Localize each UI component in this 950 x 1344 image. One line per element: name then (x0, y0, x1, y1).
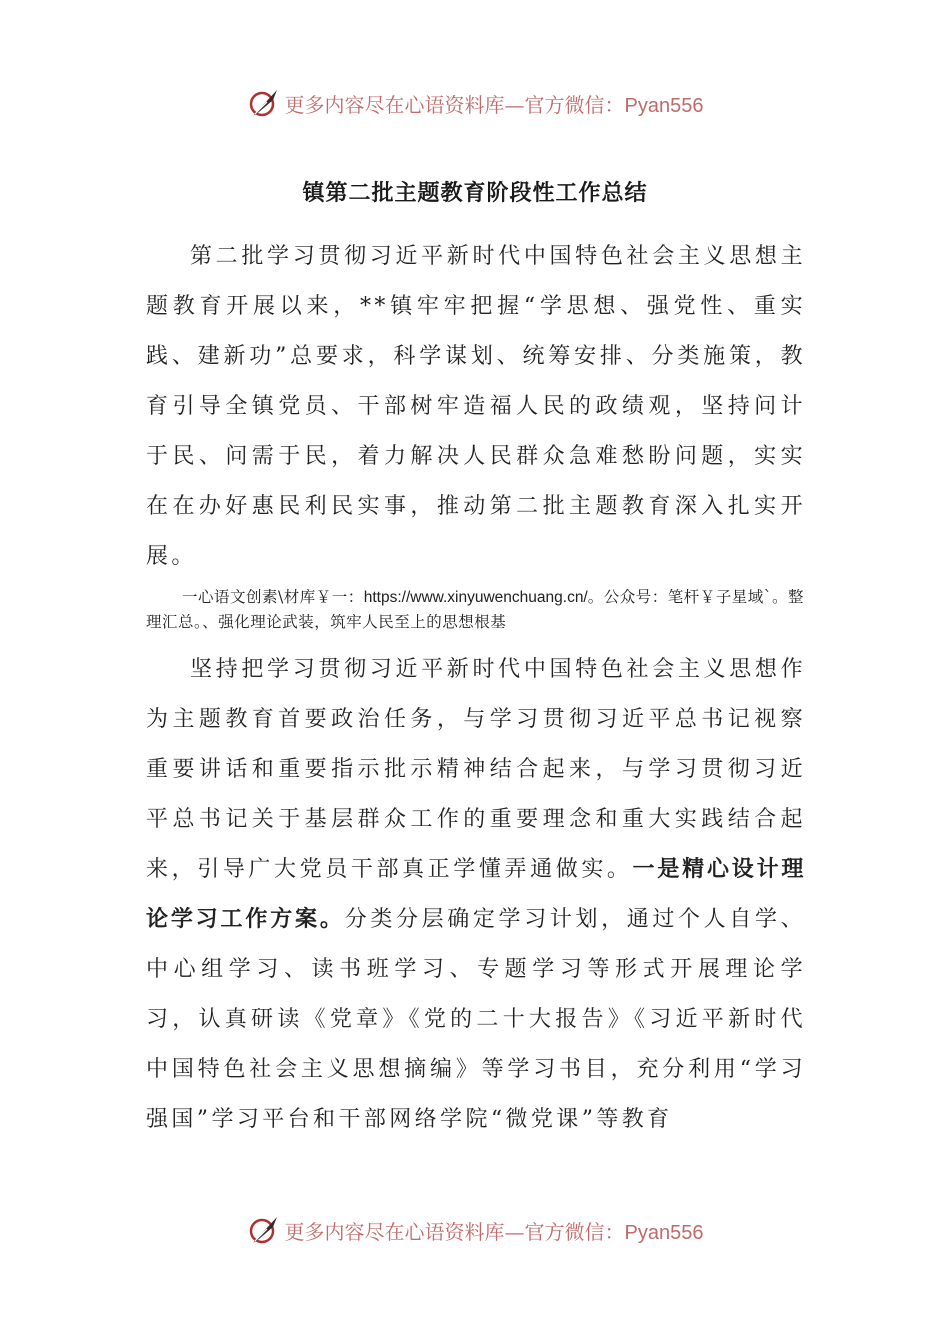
document-title: 镇第二批主题教育阶段性工作总结 (302, 181, 648, 206)
footer-banner-wechat-id: Pyan556 (624, 1221, 704, 1244)
source-note (146, 585, 816, 634)
quill-logo-icon (247, 86, 281, 120)
paragraph-intro: 第二批学习贯彻习近平新时代中国特色社会主义思想主题教育开展以来，**镇牢牢把握“学思想、强党性、重实践、建新功”总要求，科学谋划、统筹安排、分类施策，教育引导全镇党员、干部树牢造福人民的政绩观，坚持问计于民、问需于民，着力解决人民群众急难愁盼问题，实实在在办好惠民利民实事，推动第二批主题教育深入扎实开展。 (146, 244, 806, 569)
header-banner-text: 更多内容尽在心语资料库—官方微信： (284, 92, 625, 117)
quill-logo-icon (247, 1213, 281, 1247)
source-note-prefix: 一心语文创素\材库￥一： (182, 588, 364, 606)
header-banner (0, 83, 950, 123)
paragraph-theory-study-part1: 坚持把学习贯彻习近平新时代中国特色社会主义思想作为主题教育首要政治任务，与学习贯彻习近平总书记视察重要讲话和重要指示批示精神结合起来，与学习贯彻习近平总书记关于基层群众工作的重要理念和重大实践结合起来，引导广大党员干部真正学懂弄通做实。 (146, 657, 806, 882)
paragraph-theory-study-part2: 分类分层确定学习计划，通过个人自学、中心组学习、读书班学习、专题学习等形式开展理论学习，认真研读《党章》《党的二十大报告》《习近平新时代中国特色社会主义思想摘编》等学习书目，充分利用“学习强国”学习平台和干部网络学院“微党课”等教育 (146, 907, 806, 1132)
header-banner-wechat-id: Pyan556 (624, 94, 704, 117)
footer-banner-text: 更多内容尽在心语资料库—官方微信： (284, 1219, 625, 1244)
paragraph-theory-study (146, 645, 806, 1145)
footer-banner (0, 1210, 950, 1250)
source-note-suffix: 。公众号：笔杆￥子星域`。整理汇总。、强化理论武装，筑牢人民至上的思想根基 (146, 588, 805, 631)
source-note-url: https://www.xinyuwenchuang.cn/ (363, 589, 588, 606)
paragraph-theory-study-heading: 一是精心设计理论学习工作方案。 (146, 857, 806, 932)
